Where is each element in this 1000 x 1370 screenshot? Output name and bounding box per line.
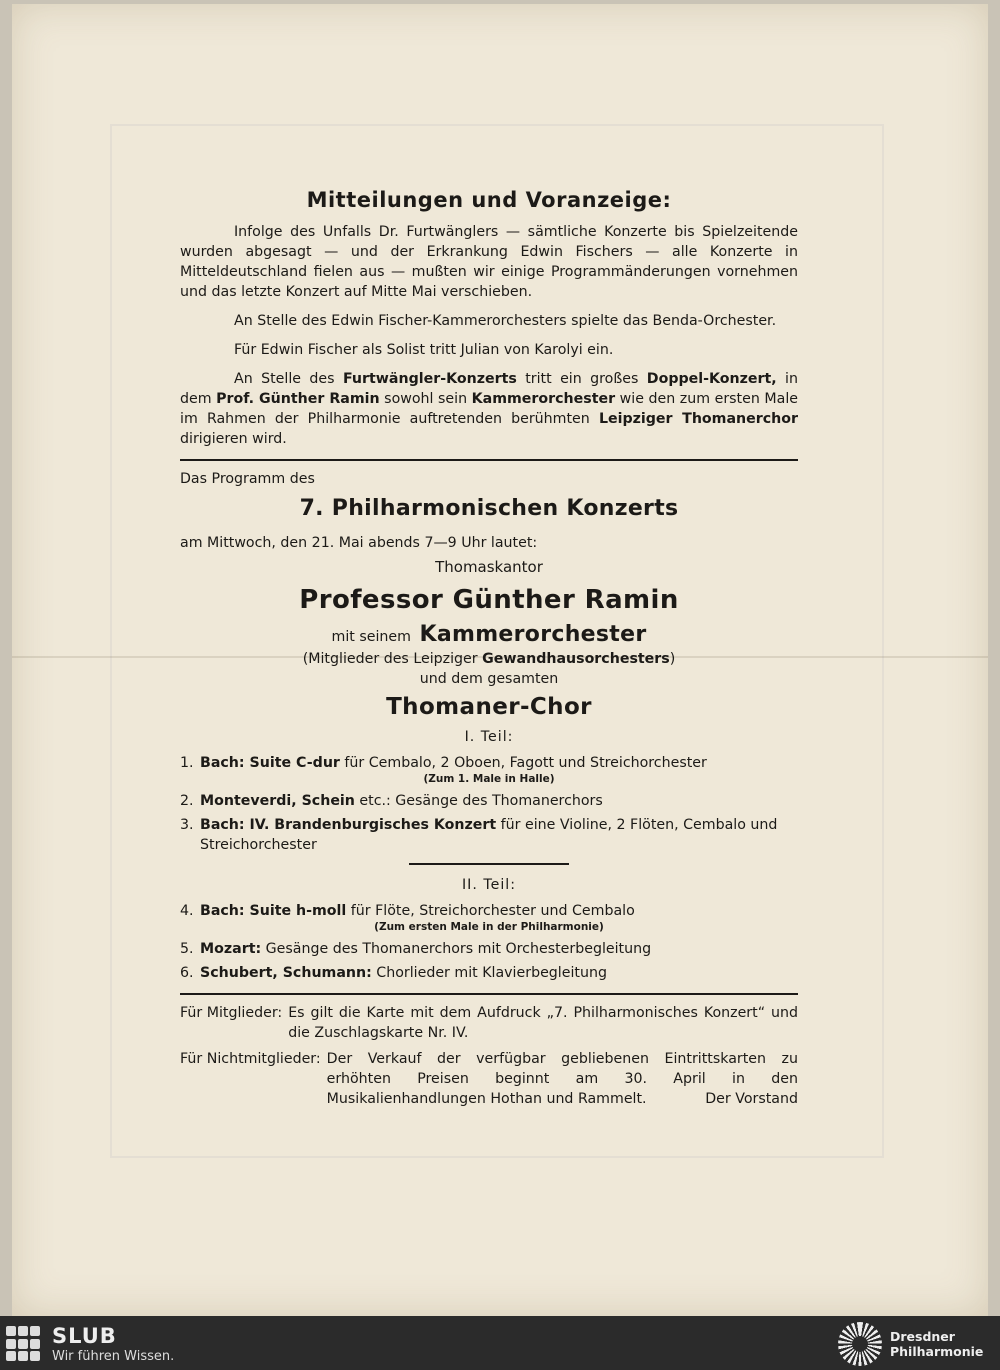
- notice-text: sowohl sein: [379, 391, 472, 407]
- notice-text: wie den zum ersten Male im Rahmen der Philharmonie auftretenden berühmten: [180, 391, 799, 427]
- philharmonie-logo-icon[interactable]: [838, 1322, 882, 1366]
- programme-intro: Das Programm des: [180, 471, 315, 487]
- nonmembers-body: [327, 1049, 798, 1109]
- choir-prefix: und dem gesamten: [419, 671, 559, 687]
- item-description: für Flöte, Streichorchester und Cembalo: [346, 903, 635, 919]
- conductor-name: Professor Günther Ramin: [299, 585, 679, 615]
- orchestra-line: [180, 622, 798, 647]
- notice-paragraph-4: [180, 369, 798, 449]
- notice-paragraph-2: An Stelle des Edwin Fischer-Kammerorchesters spielte das Benda-Orchester.: [234, 313, 777, 329]
- notice-emphasis: Leipziger Thomanerchor: [598, 411, 798, 427]
- item-number: 4.: [180, 903, 194, 919]
- orchestra-note-text: (Mitglieder des Leipziger: [302, 651, 483, 667]
- members-text: Es gilt die Karte mit dem Aufdruck „7. Philharmonisches Konzert“ und die Zuschlagskarte Nr. IV.: [288, 1005, 798, 1041]
- notice-text: tritt ein großes: [516, 371, 647, 387]
- choir-name: Thomaner-Chor: [386, 694, 592, 720]
- page-title: Mitteilungen und Voranzeige:: [306, 188, 672, 212]
- item-note: (Zum ersten Male in der Philharmonie): [374, 921, 604, 933]
- short-divider: [409, 863, 569, 865]
- item-composer: Schubert, Schumann:: [200, 965, 372, 981]
- item-composer: Bach: Suite C-dur: [200, 755, 340, 771]
- item-number: 6.: [180, 965, 194, 981]
- item-note: (Zum 1. Male in Halle): [423, 773, 555, 785]
- orchestra-prefix: mit seinem: [331, 629, 411, 645]
- item-number: 2.: [180, 793, 194, 809]
- divider: [180, 993, 798, 995]
- orchestra-name: Kammerorchester: [419, 622, 647, 647]
- item-number: 3.: [180, 817, 194, 833]
- document-body: [180, 190, 798, 1115]
- divider: [180, 459, 798, 461]
- notice-text: An Stelle des: [234, 371, 343, 387]
- notice-emphasis: Prof. Günther Ramin: [216, 391, 380, 407]
- orchestra-note-text: ): [669, 651, 676, 667]
- orchestra-note: [180, 649, 798, 669]
- signature: Der Vorstand: [705, 1091, 798, 1107]
- slub-logo-icon[interactable]: [6, 1326, 42, 1362]
- partner-line-1: Dresdner: [890, 1329, 955, 1344]
- programme-item: [180, 815, 798, 855]
- item-composer: Mozart:: [200, 941, 262, 957]
- partner-line-2: Philharmonie: [890, 1344, 984, 1359]
- viewer-footer: [0, 1316, 1000, 1370]
- programme-item: [180, 939, 798, 959]
- item-description: Gesänge des Thomanerchors mit Orchesterbegleitung: [261, 941, 652, 957]
- kantor-title: Thomaskantor: [435, 558, 543, 576]
- part-1-heading: I. Teil:: [464, 729, 514, 745]
- concert-title: 7. Philharmonischen Konzerts: [299, 496, 679, 521]
- programme-item: [180, 753, 798, 787]
- item-composer: Bach: IV. Brandenburgisches Konzert: [200, 817, 497, 833]
- notice-text: in dem: [180, 371, 798, 407]
- notice-text: dirigieren wird.: [180, 431, 287, 447]
- item-number: 1.: [180, 755, 194, 771]
- programme-item: [180, 901, 798, 935]
- orchestra-note-emphasis: Gewandhausorchesters: [482, 651, 670, 667]
- item-composer: Bach: Suite h-moll: [200, 903, 347, 919]
- slub-name[interactable]: SLUB: [52, 1324, 117, 1348]
- notice-emphasis: Furtwängler-Konzerts: [342, 371, 517, 387]
- partner-name[interactable]: [890, 1329, 983, 1359]
- item-description: Chorlieder mit Klavierbegleitung: [371, 965, 607, 981]
- notice-emphasis: Kammerorchester: [471, 391, 616, 407]
- item-number: 5.: [180, 941, 194, 957]
- nonmembers-note: [180, 1049, 798, 1109]
- notice-paragraph-1: Infolge des Unfalls Dr. Furtwänglers — sämtliche Konzerte bis Spielzeitende wurden abgesagt — und der Erkrankung Edwin Fischers — alle Konzerte in Mitteldeutschland fielen aus — mußten wir einige Programmänderungen vornehmen und das letzte Konzert auf Mitte Mai verschieben.: [180, 224, 798, 300]
- item-composer: Monteverdi, Schein: [200, 793, 355, 809]
- members-note: [180, 1003, 798, 1043]
- item-description: für Cembalo, 2 Oboen, Fagott und Streichorchester: [339, 755, 707, 771]
- slub-tagline: Wir führen Wissen.: [52, 1349, 175, 1364]
- part-2-heading: II. Teil:: [461, 877, 517, 893]
- members-label: Für Mitglieder:: [180, 1005, 283, 1021]
- item-description: etc.: Gesänge des Thomanerchors: [354, 793, 603, 809]
- programme-item: [180, 791, 798, 811]
- concert-date: am Mittwoch, den 21. Mai abends 7—9 Uhr lautet:: [180, 535, 538, 551]
- programme-item: [180, 963, 798, 983]
- nonmembers-text: Der Verkauf der verfügbar gebliebenen Eintrittskarten zu erhöhten Preisen beginnt am 30. April in den Musikalienhandlungen Hothan und Rammelt.: [326, 1051, 798, 1107]
- nonmembers-label: Für Nichtmitglieder:: [180, 1051, 321, 1067]
- notice-paragraph-3: Für Edwin Fischer als Solist tritt Julian von Karolyi ein.: [234, 342, 614, 358]
- notice-emphasis: Doppel-Konzert,: [646, 371, 777, 387]
- item-description: für eine Violine, 2 Flöten, Cembalo und Streichorchester: [200, 817, 778, 853]
